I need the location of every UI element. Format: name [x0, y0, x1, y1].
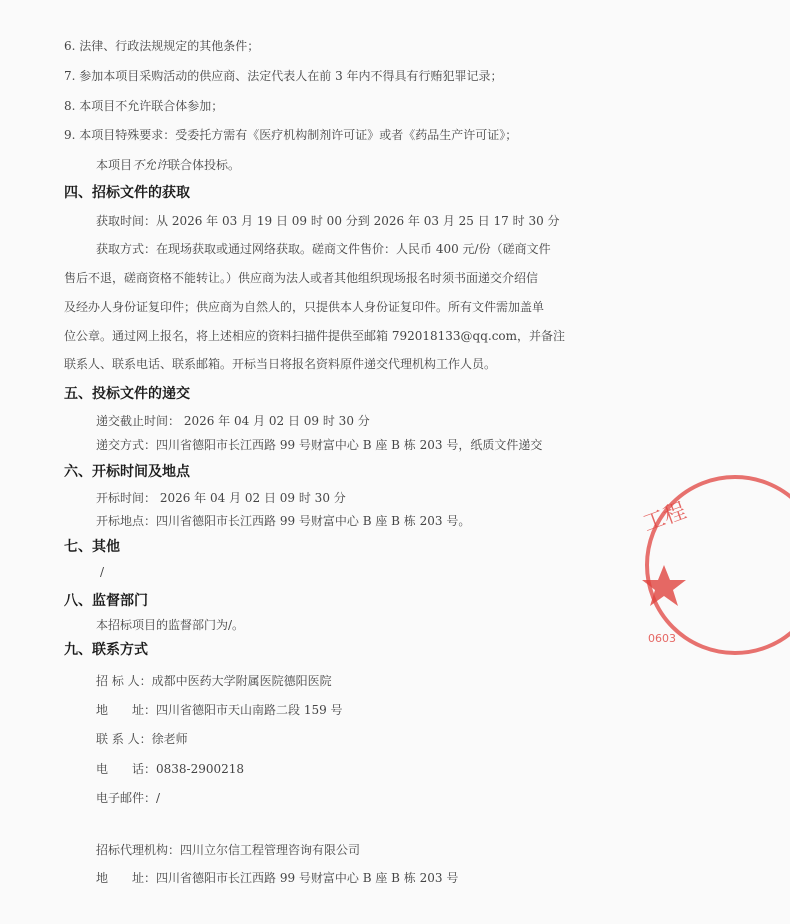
- section-heading-5: 五、投标文件的递交: [64, 386, 190, 402]
- agency-name: 招标代理机构：四川立尔信工程管理咨询有限公司: [96, 843, 361, 857]
- section-heading-7: 七、其他: [64, 539, 120, 555]
- obtain-time: 获取时间：从 2026 年 03 月 19 日 09 时 00 分到 2026 年 03 月 25 日 17 时 30 分: [96, 214, 560, 228]
- company-seal: [640, 470, 790, 660]
- obtain-method-3: 及经办人身份证复印件；供应商为自然人的，只提供本人身份证复印件。所有文件需加盖单: [64, 300, 545, 314]
- seal-graphic: [640, 470, 790, 660]
- other-content: /: [100, 565, 105, 579]
- submission-method: 递交方式：四川省德阳市长江西路 99 号财富中心 B 座 B 栋 203 号，纸质文件递交: [96, 438, 543, 452]
- supervision-dept: 本招标项目的监督部门为/。: [96, 618, 245, 632]
- section-heading-8: 八、监督部门: [64, 593, 148, 609]
- consortium-note-emphasis: 不允许: [132, 158, 169, 172]
- section-heading-4: 四、招标文件的获取: [64, 185, 190, 201]
- svg-text:0603: 0603: [648, 632, 676, 645]
- svg-text:工程: 工程: [639, 498, 690, 538]
- obtain-method-1: 获取方式：在现场获取或通过网络获取。磋商文件售价：人民币 400 元/份（磋商文件: [96, 242, 551, 256]
- section-heading-6: 六、开标时间及地点: [64, 464, 190, 480]
- opening-time: 开标时间： 2026 年 04 月 02 日 09 时 30 分: [96, 491, 346, 505]
- obtain-method-2: 售后不退，磋商资格不能转让。）供应商为法人或者其他组织现场报名时须书面递交介绍信: [64, 271, 539, 285]
- condition-9: 9. 本项目特殊要求：受委托方需有《医疗机构制剂许可证》或者《药品生产许可证》；: [64, 128, 518, 142]
- opening-place: 开标地点：四川省德阳市长江西路 99 号财富中心 B 座 B 栋 203 号。: [96, 514, 471, 528]
- buyer-address: 地 址：四川省德阳市天山南路二段 159 号: [96, 703, 343, 717]
- obtain-method-4: 位公章。通过网上报名，将上述相应的资料扫描件提供至邮箱 792018133@qq.com，并备注: [64, 329, 566, 343]
- condition-6: 6. 法律、行政法规规定的其他条件；: [64, 39, 260, 53]
- contact-person: 联 系 人：徐老师: [96, 732, 188, 746]
- section-heading-9: 九、联系方式: [64, 642, 148, 658]
- obtain-method-5: 联系人、联系电话、联系邮箱。开标当日将报名资料原件递交代理机构工作人员。: [64, 357, 497, 371]
- contact-email: 电子邮件：/: [96, 791, 161, 805]
- condition-7: 7. 参加本项目采购活动的供应商、法定代表人在前 3 年内不得具有行贿犯罪记录；: [64, 69, 503, 83]
- submission-deadline: 递交截止时间： 2026 年 04 月 02 日 09 时 30 分: [96, 414, 370, 428]
- agency-address: 地 址：四川省德阳市长江西路 99 号财富中心 B 座 B 栋 203 号: [96, 871, 459, 885]
- consortium-note: 本项目不允许联合体投标。: [96, 158, 241, 172]
- buyer-name: 招 标 人：成都中医药大学附属医院德阳医院: [96, 674, 332, 688]
- condition-8: 8. 本项目不允许联合体参加；: [64, 99, 224, 113]
- contact-phone: 电 话：0838-2900218: [96, 762, 245, 776]
